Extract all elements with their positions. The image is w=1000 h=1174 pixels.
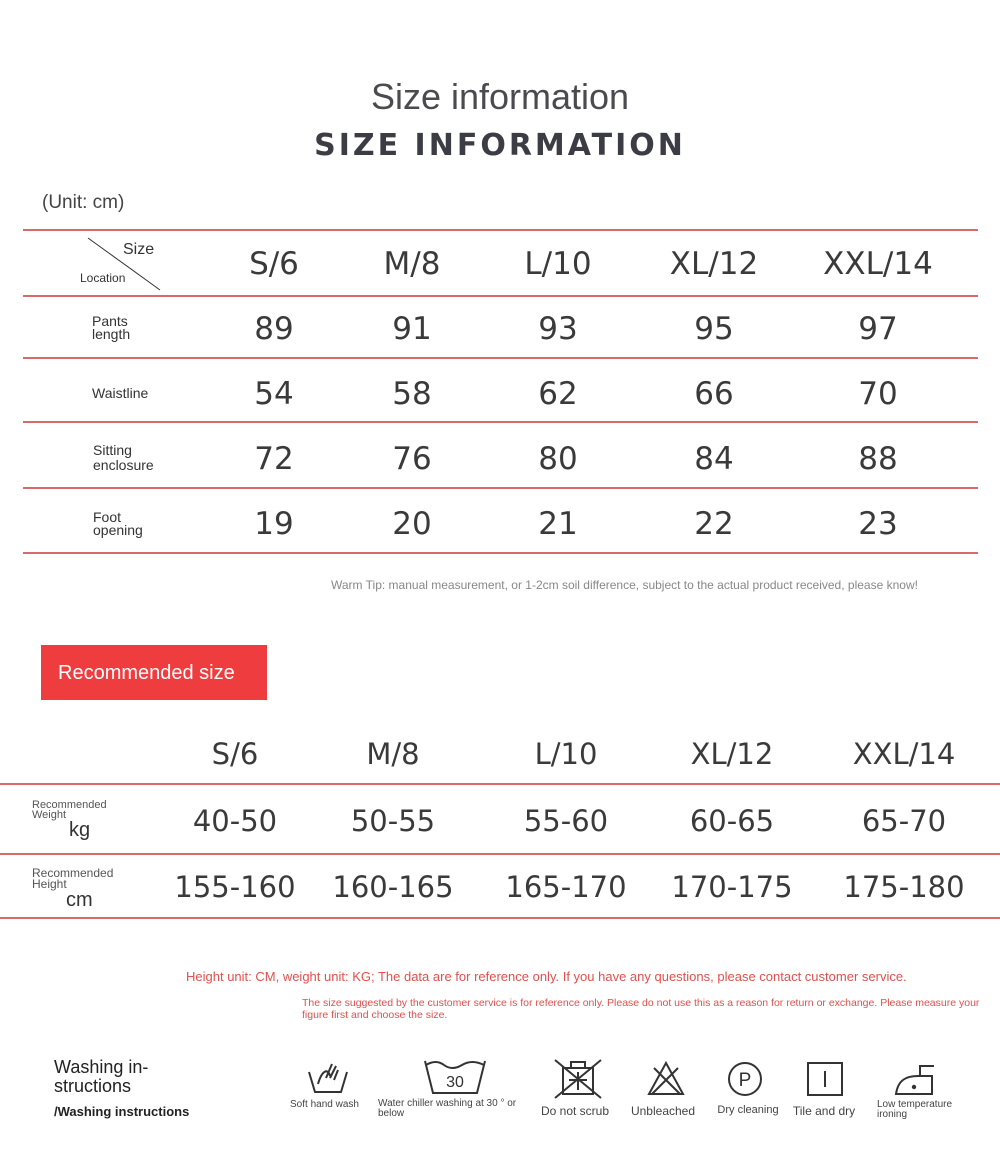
page-title: Size information — [370, 76, 630, 117]
table-divider — [23, 357, 978, 359]
table-cell: 155-160 — [174, 870, 296, 904]
wash-label: Dry cleaning — [717, 1104, 779, 1116]
table-cell: 93 — [538, 311, 578, 347]
table-divider — [0, 853, 1000, 855]
row-label: Sitting enclosure — [93, 442, 154, 473]
table-divider — [0, 783, 1000, 785]
corner-location-label: Location — [80, 271, 126, 285]
row-label: Waistline — [92, 385, 149, 401]
table-cell: 22 — [694, 506, 734, 542]
column-header: M/8 — [383, 246, 441, 282]
unit-reference-note: Height unit: CM, weight unit: KG; The data are for reference only. If you have any questions, please contact customer service. — [186, 969, 907, 984]
wash-30-icon — [422, 1057, 488, 1097]
table-cell: 160-165 — [332, 870, 454, 904]
column-header: S/6 — [211, 737, 259, 771]
row-label: Recommended Weight — [32, 799, 107, 821]
unit-note: (Unit: cm) — [42, 192, 125, 213]
low-iron-icon — [892, 1060, 938, 1098]
column-header: XXL/14 — [852, 737, 956, 771]
size-disclaimer-note: The size suggested by the customer service is for reference only. Please do not use this as a reason for return or exchange. Please measure your figure first and choose the size. — [302, 997, 980, 1021]
wash-temp-text: 30 — [446, 1074, 464, 1091]
column-header: XL/12 — [669, 246, 759, 282]
table-cell: 80 — [538, 441, 578, 477]
column-header: M/8 — [366, 737, 420, 771]
table-cell: 84 — [694, 441, 734, 477]
dry-clean-icon — [726, 1060, 764, 1098]
column-header: L/10 — [524, 246, 592, 282]
table-cell: 175-180 — [843, 870, 965, 904]
column-header: XL/12 — [690, 737, 774, 771]
washing-title: Washing in- structions — [54, 1057, 149, 1096]
corner-size-label: Size — [123, 241, 155, 258]
table-divider — [23, 229, 978, 231]
no-bleach-icon — [646, 1060, 686, 1098]
recommended-size-badge: Recommended size — [41, 645, 267, 700]
wash-label: Unbleached — [630, 1104, 696, 1118]
column-header: L/10 — [534, 737, 598, 771]
row-label: Recommended Height — [32, 866, 114, 891]
table-cell: 55-60 — [523, 804, 609, 838]
column-header: S/6 — [249, 246, 299, 282]
table-cell: 88 — [858, 441, 898, 477]
table-cell: 58 — [392, 376, 432, 412]
table-cell: 21 — [538, 506, 578, 542]
table-divider — [23, 552, 978, 554]
hand-wash-icon — [306, 1058, 350, 1098]
table-cell: 72 — [254, 441, 294, 477]
table-divider — [23, 295, 978, 297]
table-cell: 60-65 — [689, 804, 775, 838]
page-subtitle: SIZE INFORMATION — [314, 128, 686, 163]
wash-label: Do not scrub — [540, 1104, 610, 1118]
row-unit: kg — [69, 819, 91, 841]
table-cell: 40-50 — [192, 804, 278, 838]
table-cell: 97 — [858, 311, 898, 347]
table-divider — [0, 917, 1000, 919]
table-cell: 76 — [392, 441, 432, 477]
row-label: Pants length — [92, 313, 131, 342]
table-cell: 65-70 — [861, 804, 947, 838]
table-cell: 19 — [254, 506, 294, 542]
table-cell: 89 — [254, 311, 294, 347]
wash-label: Low temperature ironing — [877, 1099, 953, 1120]
table-cell: 54 — [254, 376, 294, 412]
table-cell: 91 — [392, 311, 432, 347]
row-unit: cm — [66, 889, 93, 911]
table-divider — [23, 487, 978, 489]
wash-label: Soft hand wash — [290, 1099, 359, 1110]
column-header: XXL/14 — [823, 246, 933, 282]
washing-subtitle: /Washing instructions — [54, 1104, 190, 1119]
table-cell: 70 — [858, 376, 898, 412]
table-cell: 170-175 — [671, 870, 793, 904]
wash-label: Water chiller washing at 30 ° or below — [378, 1098, 517, 1119]
table-cell: 50-55 — [350, 804, 436, 838]
svg-text:P: P — [738, 1070, 752, 1091]
wash-label: Tile and dry — [792, 1104, 856, 1118]
table-cell: 23 — [858, 506, 898, 542]
no-scrub-icon — [553, 1058, 603, 1100]
row-label: Foot opening — [93, 509, 143, 538]
table-divider — [23, 421, 978, 423]
tile-dry-icon — [806, 1061, 844, 1097]
table-cell: 62 — [538, 376, 578, 412]
warm-tip: Warm Tip: manual measurement, or 1-2cm soil difference, subject to the actual product received, please know! — [331, 578, 918, 592]
table-cell: 95 — [694, 311, 734, 347]
table-cell: 20 — [392, 506, 432, 542]
table-cell: 66 — [694, 376, 734, 412]
table-cell: 165-170 — [505, 870, 627, 904]
